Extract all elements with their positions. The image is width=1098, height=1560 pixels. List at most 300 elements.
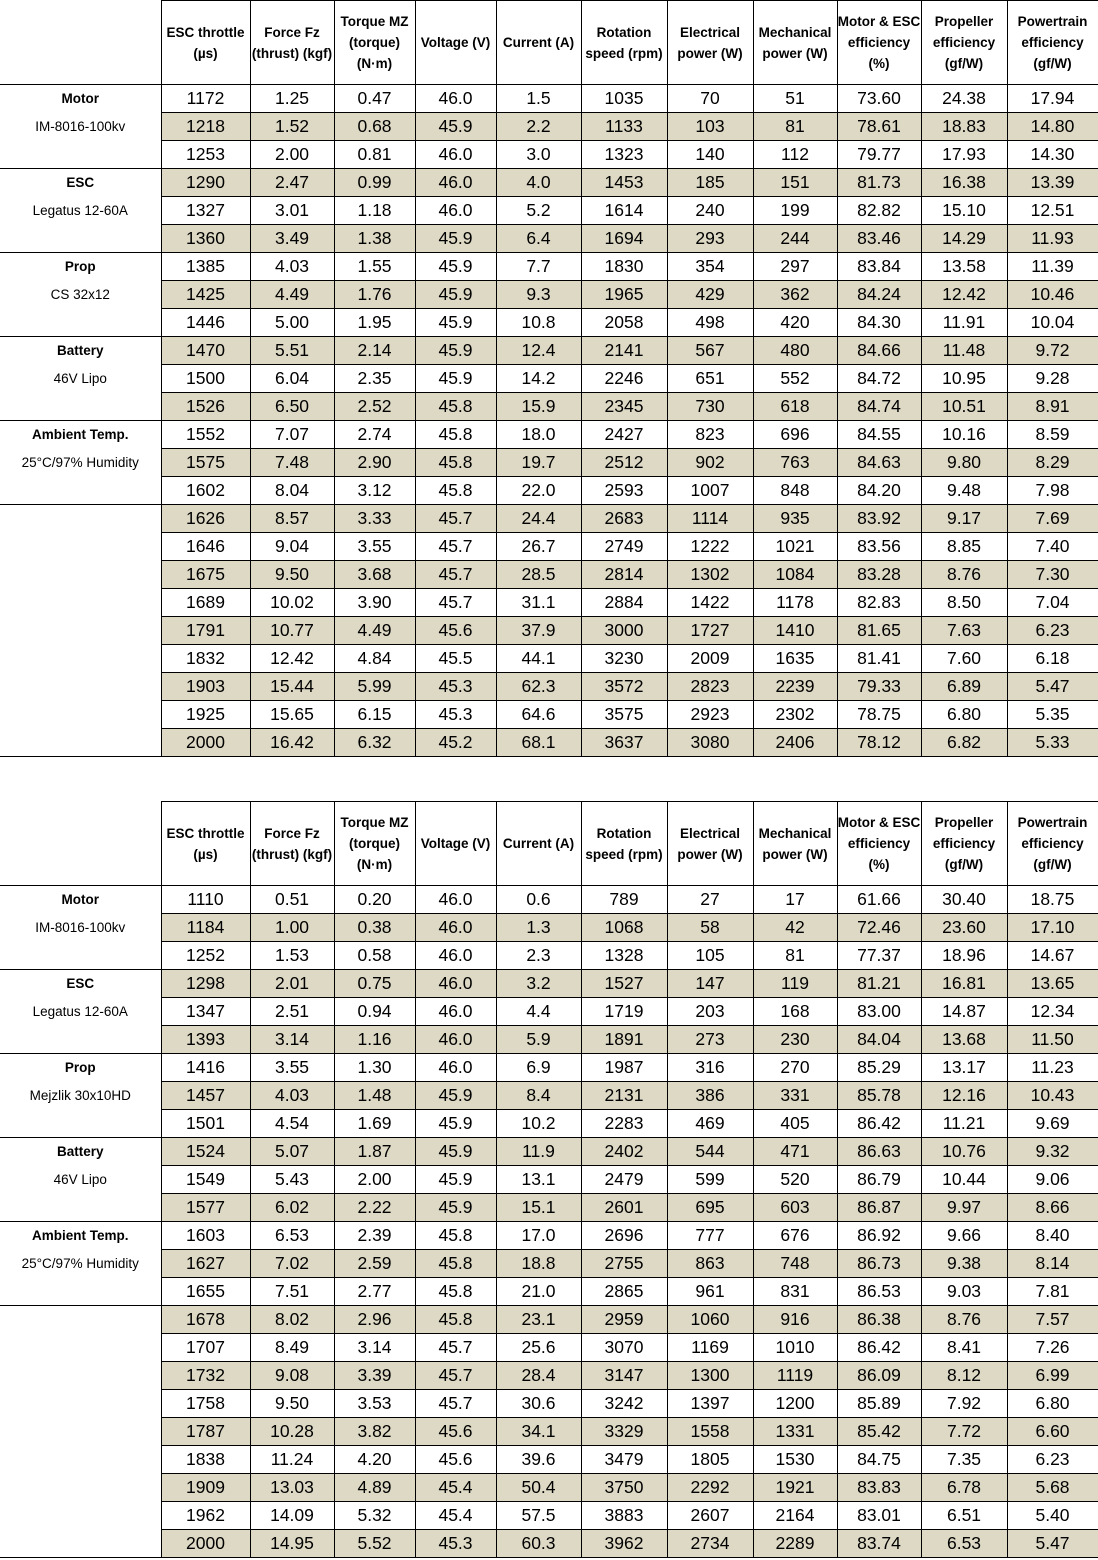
cell-torque: 6.32 bbox=[334, 729, 415, 757]
column-header-current: Current (A) bbox=[496, 802, 581, 886]
cell-motor-esc-efficiency: 84.72 bbox=[837, 365, 921, 393]
cell-voltage: 45.6 bbox=[415, 1418, 496, 1446]
cell-torque: 4.20 bbox=[334, 1446, 415, 1474]
cell-propeller-efficiency: 10.44 bbox=[921, 1166, 1007, 1194]
cell-esc-throttle: 1290 bbox=[161, 169, 250, 197]
cell-motor-esc-efficiency: 86.87 bbox=[837, 1194, 921, 1222]
cell-mechanical-power: 1200 bbox=[753, 1390, 837, 1418]
cell-propeller-efficiency: 9.80 bbox=[921, 449, 1007, 477]
table-row bbox=[0, 561, 1098, 589]
cell-mechanical-power: 2302 bbox=[753, 701, 837, 729]
cell-propeller-efficiency: 11.91 bbox=[921, 309, 1007, 337]
cell-mechanical-power: 244 bbox=[753, 225, 837, 253]
cell-electrical-power: 498 bbox=[667, 309, 753, 337]
cell-torque: 0.58 bbox=[334, 942, 415, 970]
cell-voltage: 45.9 bbox=[415, 1082, 496, 1110]
cell-thrust: 3.55 bbox=[250, 1054, 334, 1082]
cell-rotation-speed: 2512 bbox=[581, 449, 667, 477]
cell-thrust: 8.49 bbox=[250, 1334, 334, 1362]
cell-esc-throttle: 1327 bbox=[161, 197, 250, 225]
cell-current: 5.9 bbox=[496, 1026, 581, 1054]
cell-esc-throttle: 1791 bbox=[161, 617, 250, 645]
spec-empty-area bbox=[0, 1306, 161, 1558]
cell-torque: 0.47 bbox=[334, 85, 415, 113]
cell-motor-esc-efficiency: 82.82 bbox=[837, 197, 921, 225]
spec-value: 46V Lipo bbox=[0, 365, 161, 393]
cell-torque: 3.82 bbox=[334, 1418, 415, 1446]
cell-rotation-speed: 1035 bbox=[581, 85, 667, 113]
cell-rotation-speed: 1614 bbox=[581, 197, 667, 225]
cell-powertrain-efficiency: 7.04 bbox=[1007, 589, 1098, 617]
cell-powertrain-efficiency: 12.34 bbox=[1007, 998, 1098, 1026]
cell-current: 39.6 bbox=[496, 1446, 581, 1474]
table-row bbox=[0, 1334, 1098, 1362]
cell-esc-throttle: 1416 bbox=[161, 1054, 250, 1082]
cell-powertrain-efficiency: 13.39 bbox=[1007, 169, 1098, 197]
cell-mechanical-power: 112 bbox=[753, 141, 837, 169]
table-row bbox=[0, 1306, 1098, 1334]
cell-motor-esc-efficiency: 86.73 bbox=[837, 1250, 921, 1278]
cell-mechanical-power: 2406 bbox=[753, 729, 837, 757]
cell-powertrain-efficiency: 10.43 bbox=[1007, 1082, 1098, 1110]
table-row bbox=[0, 1166, 1098, 1194]
cell-esc-throttle: 1524 bbox=[161, 1138, 250, 1166]
cell-mechanical-power: 362 bbox=[753, 281, 837, 309]
table-row bbox=[0, 421, 1098, 449]
cell-torque: 5.99 bbox=[334, 673, 415, 701]
column-header-propeller-efficiency: Propeller efficiency (gf/W) bbox=[921, 802, 1007, 886]
cell-electrical-power: 599 bbox=[667, 1166, 753, 1194]
cell-thrust: 10.02 bbox=[250, 589, 334, 617]
cell-motor-esc-efficiency: 86.92 bbox=[837, 1222, 921, 1250]
cell-thrust: 7.02 bbox=[250, 1250, 334, 1278]
cell-motor-esc-efficiency: 84.24 bbox=[837, 281, 921, 309]
cell-electrical-power: 1727 bbox=[667, 617, 753, 645]
cell-rotation-speed: 2884 bbox=[581, 589, 667, 617]
cell-esc-throttle: 1184 bbox=[161, 914, 250, 942]
table-row bbox=[0, 942, 1098, 970]
cell-rotation-speed: 2283 bbox=[581, 1110, 667, 1138]
cell-torque: 1.18 bbox=[334, 197, 415, 225]
cell-esc-throttle: 1758 bbox=[161, 1390, 250, 1418]
cell-current: 64.6 bbox=[496, 701, 581, 729]
cell-mechanical-power: 199 bbox=[753, 197, 837, 225]
cell-voltage: 45.8 bbox=[415, 1250, 496, 1278]
cell-thrust: 12.42 bbox=[250, 645, 334, 673]
cell-current: 5.2 bbox=[496, 197, 581, 225]
cell-torque: 1.16 bbox=[334, 1026, 415, 1054]
cell-esc-throttle: 1602 bbox=[161, 477, 250, 505]
cell-voltage: 46.0 bbox=[415, 85, 496, 113]
cell-thrust: 1.53 bbox=[250, 942, 334, 970]
cell-esc-throttle: 1577 bbox=[161, 1194, 250, 1222]
table-row bbox=[0, 225, 1098, 253]
cell-powertrain-efficiency: 11.39 bbox=[1007, 253, 1098, 281]
cell-rotation-speed: 1987 bbox=[581, 1054, 667, 1082]
cell-voltage: 45.4 bbox=[415, 1474, 496, 1502]
column-header-mechanical-power: Mechanical power (W) bbox=[753, 802, 837, 886]
cell-torque: 4.49 bbox=[334, 617, 415, 645]
cell-torque: 0.94 bbox=[334, 998, 415, 1026]
cell-mechanical-power: 916 bbox=[753, 1306, 837, 1334]
cell-electrical-power: 823 bbox=[667, 421, 753, 449]
cell-voltage: 45.9 bbox=[415, 309, 496, 337]
cell-torque: 2.52 bbox=[334, 393, 415, 421]
cell-motor-esc-efficiency: 84.04 bbox=[837, 1026, 921, 1054]
cell-propeller-efficiency: 6.80 bbox=[921, 701, 1007, 729]
cell-mechanical-power: 1921 bbox=[753, 1474, 837, 1502]
cell-esc-throttle: 1626 bbox=[161, 505, 250, 533]
cell-rotation-speed: 3147 bbox=[581, 1362, 667, 1390]
cell-electrical-power: 469 bbox=[667, 1110, 753, 1138]
cell-rotation-speed: 2479 bbox=[581, 1166, 667, 1194]
cell-current: 37.9 bbox=[496, 617, 581, 645]
cell-mechanical-power: 1178 bbox=[753, 589, 837, 617]
cell-torque: 5.52 bbox=[334, 1530, 415, 1558]
cell-propeller-efficiency: 6.51 bbox=[921, 1502, 1007, 1530]
cell-voltage: 45.6 bbox=[415, 1446, 496, 1474]
cell-thrust: 3.14 bbox=[250, 1026, 334, 1054]
cell-thrust: 16.42 bbox=[250, 729, 334, 757]
cell-mechanical-power: 618 bbox=[753, 393, 837, 421]
header-row bbox=[0, 1, 1098, 85]
cell-rotation-speed: 2814 bbox=[581, 561, 667, 589]
cell-voltage: 45.9 bbox=[415, 1194, 496, 1222]
cell-propeller-efficiency: 24.38 bbox=[921, 85, 1007, 113]
spec-label: ESC bbox=[0, 169, 161, 197]
column-header-mechanical-power: Mechanical power (W) bbox=[753, 1, 837, 85]
cell-thrust: 9.50 bbox=[250, 561, 334, 589]
header-row bbox=[0, 802, 1098, 886]
cell-electrical-power: 27 bbox=[667, 886, 753, 914]
cell-torque: 3.12 bbox=[334, 477, 415, 505]
cell-electrical-power: 1222 bbox=[667, 533, 753, 561]
cell-current: 9.3 bbox=[496, 281, 581, 309]
cell-electrical-power: 293 bbox=[667, 225, 753, 253]
cell-esc-throttle: 1446 bbox=[161, 309, 250, 337]
cell-electrical-power: 273 bbox=[667, 1026, 753, 1054]
cell-voltage: 45.9 bbox=[415, 337, 496, 365]
cell-esc-throttle: 1385 bbox=[161, 253, 250, 281]
cell-esc-throttle: 1909 bbox=[161, 1474, 250, 1502]
column-header-rotation-speed: Rotation speed (rpm) bbox=[581, 802, 667, 886]
cell-powertrain-efficiency: 8.59 bbox=[1007, 421, 1098, 449]
cell-torque: 2.22 bbox=[334, 1194, 415, 1222]
table-row bbox=[0, 886, 1098, 914]
cell-propeller-efficiency: 16.81 bbox=[921, 970, 1007, 998]
table-row bbox=[0, 505, 1098, 533]
cell-mechanical-power: 676 bbox=[753, 1222, 837, 1250]
table-row bbox=[0, 281, 1098, 309]
cell-motor-esc-efficiency: 85.78 bbox=[837, 1082, 921, 1110]
cell-motor-esc-efficiency: 79.77 bbox=[837, 141, 921, 169]
cell-torque: 4.84 bbox=[334, 645, 415, 673]
cell-current: 3.2 bbox=[496, 970, 581, 998]
cell-torque: 3.53 bbox=[334, 1390, 415, 1418]
cell-electrical-power: 1007 bbox=[667, 477, 753, 505]
cell-propeller-efficiency: 16.38 bbox=[921, 169, 1007, 197]
cell-electrical-power: 1805 bbox=[667, 1446, 753, 1474]
cell-powertrain-efficiency: 8.66 bbox=[1007, 1194, 1098, 1222]
cell-mechanical-power: 1331 bbox=[753, 1418, 837, 1446]
cell-thrust: 13.03 bbox=[250, 1474, 334, 1502]
table-row bbox=[0, 533, 1098, 561]
cell-electrical-power: 58 bbox=[667, 914, 753, 942]
cell-mechanical-power: 763 bbox=[753, 449, 837, 477]
cell-motor-esc-efficiency: 84.74 bbox=[837, 393, 921, 421]
table-row bbox=[0, 449, 1098, 477]
cell-thrust: 1.52 bbox=[250, 113, 334, 141]
cell-propeller-efficiency: 6.82 bbox=[921, 729, 1007, 757]
cell-electrical-power: 902 bbox=[667, 449, 753, 477]
cell-motor-esc-efficiency: 81.21 bbox=[837, 970, 921, 998]
cell-powertrain-efficiency: 5.47 bbox=[1007, 1530, 1098, 1558]
cell-propeller-efficiency: 14.29 bbox=[921, 225, 1007, 253]
cell-electrical-power: 1114 bbox=[667, 505, 753, 533]
cell-powertrain-efficiency: 7.81 bbox=[1007, 1278, 1098, 1306]
table-row bbox=[0, 253, 1098, 281]
cell-motor-esc-efficiency: 86.53 bbox=[837, 1278, 921, 1306]
cell-esc-throttle: 1253 bbox=[161, 141, 250, 169]
cell-esc-throttle: 1925 bbox=[161, 701, 250, 729]
cell-motor-esc-efficiency: 61.66 bbox=[837, 886, 921, 914]
cell-propeller-efficiency: 12.16 bbox=[921, 1082, 1007, 1110]
cell-thrust: 2.00 bbox=[250, 141, 334, 169]
cell-torque: 5.32 bbox=[334, 1502, 415, 1530]
cell-mechanical-power: 2239 bbox=[753, 673, 837, 701]
cell-rotation-speed: 1891 bbox=[581, 1026, 667, 1054]
cell-current: 8.4 bbox=[496, 1082, 581, 1110]
table-row bbox=[0, 1502, 1098, 1530]
cell-voltage: 45.9 bbox=[415, 113, 496, 141]
cell-esc-throttle: 1500 bbox=[161, 365, 250, 393]
cell-propeller-efficiency: 13.58 bbox=[921, 253, 1007, 281]
cell-current: 15.1 bbox=[496, 1194, 581, 1222]
cell-propeller-efficiency: 10.51 bbox=[921, 393, 1007, 421]
cell-current: 12.4 bbox=[496, 337, 581, 365]
cell-electrical-power: 140 bbox=[667, 141, 753, 169]
cell-rotation-speed: 1965 bbox=[581, 281, 667, 309]
cell-powertrain-efficiency: 6.18 bbox=[1007, 645, 1098, 673]
cell-mechanical-power: 603 bbox=[753, 1194, 837, 1222]
cell-motor-esc-efficiency: 86.38 bbox=[837, 1306, 921, 1334]
cell-thrust: 7.48 bbox=[250, 449, 334, 477]
cell-powertrain-efficiency: 5.35 bbox=[1007, 701, 1098, 729]
cell-motor-esc-efficiency: 84.30 bbox=[837, 309, 921, 337]
cell-esc-throttle: 2000 bbox=[161, 1530, 250, 1558]
cell-electrical-power: 1300 bbox=[667, 1362, 753, 1390]
cell-voltage: 46.0 bbox=[415, 1026, 496, 1054]
table-row bbox=[0, 197, 1098, 225]
cell-electrical-power: 695 bbox=[667, 1194, 753, 1222]
cell-rotation-speed: 2755 bbox=[581, 1250, 667, 1278]
cell-current: 6.4 bbox=[496, 225, 581, 253]
cell-esc-throttle: 1172 bbox=[161, 85, 250, 113]
cell-current: 21.0 bbox=[496, 1278, 581, 1306]
cell-voltage: 45.8 bbox=[415, 421, 496, 449]
cell-voltage: 45.9 bbox=[415, 281, 496, 309]
cell-rotation-speed: 3230 bbox=[581, 645, 667, 673]
cell-torque: 1.30 bbox=[334, 1054, 415, 1082]
cell-mechanical-power: 748 bbox=[753, 1250, 837, 1278]
cell-powertrain-efficiency: 12.51 bbox=[1007, 197, 1098, 225]
cell-current: 7.7 bbox=[496, 253, 581, 281]
cell-powertrain-efficiency: 9.69 bbox=[1007, 1110, 1098, 1138]
cell-torque: 1.76 bbox=[334, 281, 415, 309]
cell-current: 3.0 bbox=[496, 141, 581, 169]
cell-mechanical-power: 51 bbox=[753, 85, 837, 113]
cell-motor-esc-efficiency: 73.60 bbox=[837, 85, 921, 113]
cell-propeller-efficiency: 9.17 bbox=[921, 505, 1007, 533]
cell-current: 1.5 bbox=[496, 85, 581, 113]
cell-rotation-speed: 2593 bbox=[581, 477, 667, 505]
cell-mechanical-power: 1021 bbox=[753, 533, 837, 561]
cell-current: 10.8 bbox=[496, 309, 581, 337]
cell-propeller-efficiency: 10.95 bbox=[921, 365, 1007, 393]
cell-powertrain-efficiency: 6.99 bbox=[1007, 1362, 1098, 1390]
cell-propeller-efficiency: 7.63 bbox=[921, 617, 1007, 645]
cell-torque: 0.38 bbox=[334, 914, 415, 942]
cell-propeller-efficiency: 11.21 bbox=[921, 1110, 1007, 1138]
cell-propeller-efficiency: 11.48 bbox=[921, 337, 1007, 365]
cell-thrust: 8.04 bbox=[250, 477, 334, 505]
spec-spacer bbox=[0, 225, 161, 253]
cell-mechanical-power: 2164 bbox=[753, 1502, 837, 1530]
cell-current: 2.3 bbox=[496, 942, 581, 970]
cell-current: 26.7 bbox=[496, 533, 581, 561]
cell-powertrain-efficiency: 7.98 bbox=[1007, 477, 1098, 505]
cell-electrical-power: 777 bbox=[667, 1222, 753, 1250]
column-header-side bbox=[0, 1, 161, 85]
cell-motor-esc-efficiency: 81.41 bbox=[837, 645, 921, 673]
cell-electrical-power: 2009 bbox=[667, 645, 753, 673]
column-header-thrust: Force Fz (thrust) (kgf) bbox=[250, 1, 334, 85]
cell-voltage: 46.0 bbox=[415, 197, 496, 225]
column-header-propeller-efficiency: Propeller efficiency (gf/W) bbox=[921, 1, 1007, 85]
cell-motor-esc-efficiency: 86.42 bbox=[837, 1334, 921, 1362]
table-row bbox=[0, 701, 1098, 729]
cell-motor-esc-efficiency: 84.63 bbox=[837, 449, 921, 477]
cell-current: 24.4 bbox=[496, 505, 581, 533]
cell-thrust: 10.77 bbox=[250, 617, 334, 645]
cell-voltage: 46.0 bbox=[415, 942, 496, 970]
cell-torque: 2.77 bbox=[334, 1278, 415, 1306]
column-header-voltage: Voltage (V) bbox=[415, 802, 496, 886]
cell-voltage: 45.7 bbox=[415, 561, 496, 589]
cell-motor-esc-efficiency: 86.09 bbox=[837, 1362, 921, 1390]
cell-torque: 2.59 bbox=[334, 1250, 415, 1278]
cell-esc-throttle: 1627 bbox=[161, 1250, 250, 1278]
cell-powertrain-efficiency: 17.94 bbox=[1007, 85, 1098, 113]
spec-value: Mejzlik 30x10HD bbox=[0, 1082, 161, 1110]
cell-propeller-efficiency: 8.12 bbox=[921, 1362, 1007, 1390]
cell-mechanical-power: 230 bbox=[753, 1026, 837, 1054]
table-row bbox=[0, 309, 1098, 337]
table-row bbox=[0, 673, 1098, 701]
cell-powertrain-efficiency: 9.28 bbox=[1007, 365, 1098, 393]
cell-powertrain-efficiency: 14.67 bbox=[1007, 942, 1098, 970]
cell-voltage: 46.0 bbox=[415, 886, 496, 914]
cell-thrust: 15.65 bbox=[250, 701, 334, 729]
column-header-thrust: Force Fz (thrust) (kgf) bbox=[250, 802, 334, 886]
cell-propeller-efficiency: 9.66 bbox=[921, 1222, 1007, 1250]
cell-thrust: 9.50 bbox=[250, 1390, 334, 1418]
spec-label: Ambient Temp. bbox=[0, 421, 161, 449]
cell-propeller-efficiency: 17.93 bbox=[921, 141, 1007, 169]
cell-voltage: 45.7 bbox=[415, 589, 496, 617]
cell-rotation-speed: 2427 bbox=[581, 421, 667, 449]
cell-electrical-power: 1397 bbox=[667, 1390, 753, 1418]
cell-powertrain-efficiency: 7.30 bbox=[1007, 561, 1098, 589]
table-row bbox=[0, 169, 1098, 197]
column-header-rotation-speed: Rotation speed (rpm) bbox=[581, 1, 667, 85]
cell-current: 44.1 bbox=[496, 645, 581, 673]
column-header-torque: Torque MZ (torque) (N·m) bbox=[334, 1, 415, 85]
cell-powertrain-efficiency: 6.80 bbox=[1007, 1390, 1098, 1418]
cell-powertrain-efficiency: 11.93 bbox=[1007, 225, 1098, 253]
cell-propeller-efficiency: 8.76 bbox=[921, 1306, 1007, 1334]
cell-torque: 1.55 bbox=[334, 253, 415, 281]
cell-powertrain-efficiency: 5.40 bbox=[1007, 1502, 1098, 1530]
cell-propeller-efficiency: 8.76 bbox=[921, 561, 1007, 589]
cell-thrust: 3.01 bbox=[250, 197, 334, 225]
cell-motor-esc-efficiency: 86.79 bbox=[837, 1166, 921, 1194]
spec-empty-area bbox=[0, 505, 161, 757]
cell-torque: 3.55 bbox=[334, 533, 415, 561]
cell-current: 18.8 bbox=[496, 1250, 581, 1278]
cell-current: 34.1 bbox=[496, 1418, 581, 1446]
cell-mechanical-power: 552 bbox=[753, 365, 837, 393]
cell-esc-throttle: 1787 bbox=[161, 1418, 250, 1446]
cell-mechanical-power: 270 bbox=[753, 1054, 837, 1082]
table-row bbox=[0, 393, 1098, 421]
cell-motor-esc-efficiency: 84.55 bbox=[837, 421, 921, 449]
cell-torque: 1.69 bbox=[334, 1110, 415, 1138]
table-row bbox=[0, 998, 1098, 1026]
cell-torque: 1.48 bbox=[334, 1082, 415, 1110]
cell-powertrain-efficiency: 8.91 bbox=[1007, 393, 1098, 421]
cell-motor-esc-efficiency: 85.42 bbox=[837, 1418, 921, 1446]
cell-electrical-power: 1302 bbox=[667, 561, 753, 589]
test-results-table-cs-32x12 bbox=[0, 0, 1098, 757]
cell-electrical-power: 2823 bbox=[667, 673, 753, 701]
column-header-torque: Torque MZ (torque) (N·m) bbox=[334, 802, 415, 886]
cell-current: 15.9 bbox=[496, 393, 581, 421]
cell-voltage: 45.4 bbox=[415, 1502, 496, 1530]
cell-current: 2.2 bbox=[496, 113, 581, 141]
cell-mechanical-power: 520 bbox=[753, 1166, 837, 1194]
cell-motor-esc-efficiency: 83.01 bbox=[837, 1502, 921, 1530]
cell-propeller-efficiency: 7.72 bbox=[921, 1418, 1007, 1446]
cell-electrical-power: 1169 bbox=[667, 1334, 753, 1362]
cell-rotation-speed: 1694 bbox=[581, 225, 667, 253]
cell-esc-throttle: 1646 bbox=[161, 533, 250, 561]
cell-mechanical-power: 1635 bbox=[753, 645, 837, 673]
cell-rotation-speed: 1323 bbox=[581, 141, 667, 169]
table-row bbox=[0, 1446, 1098, 1474]
spec-spacer bbox=[0, 942, 161, 970]
cell-rotation-speed: 2601 bbox=[581, 1194, 667, 1222]
cell-powertrain-efficiency: 5.33 bbox=[1007, 729, 1098, 757]
cell-propeller-efficiency: 8.50 bbox=[921, 589, 1007, 617]
cell-torque: 0.20 bbox=[334, 886, 415, 914]
cell-electrical-power: 105 bbox=[667, 942, 753, 970]
cell-voltage: 45.9 bbox=[415, 365, 496, 393]
cell-voltage: 45.7 bbox=[415, 1390, 496, 1418]
cell-powertrain-efficiency: 7.69 bbox=[1007, 505, 1098, 533]
test-results-table-mejzlik-30x10hd bbox=[0, 801, 1098, 1558]
cell-current: 10.2 bbox=[496, 1110, 581, 1138]
